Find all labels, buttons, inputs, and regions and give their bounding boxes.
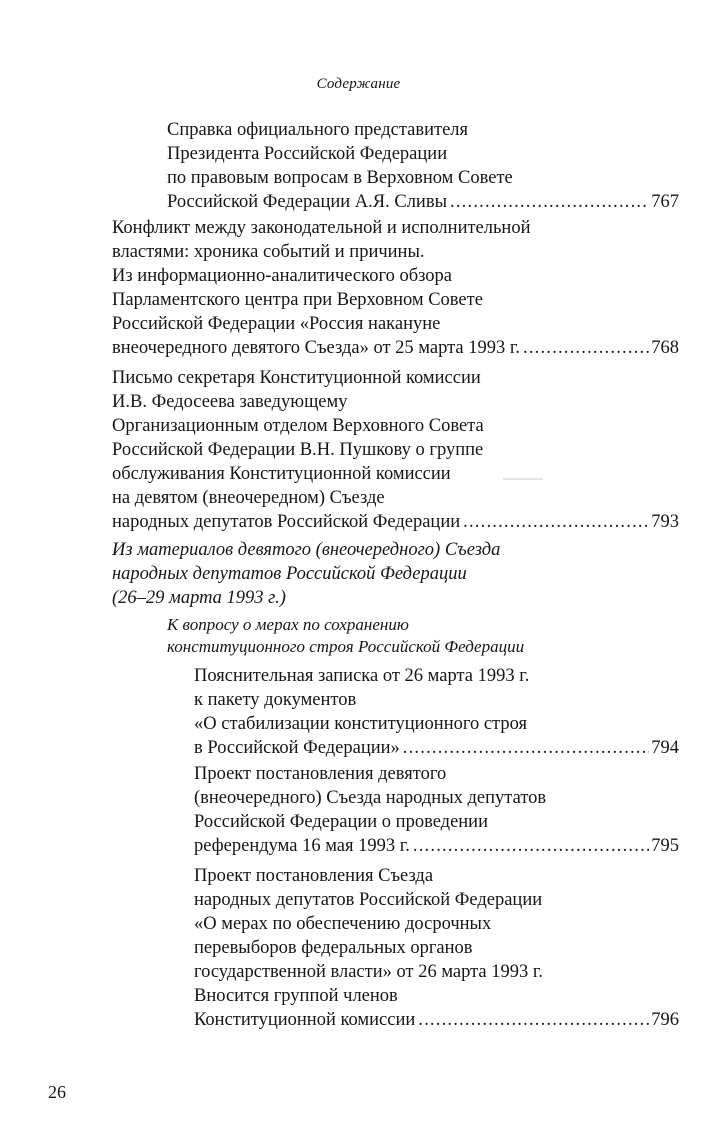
entry-line: Проект постановления Съезда xyxy=(194,866,434,886)
entry-last-line xyxy=(194,834,679,858)
entry-line: Конституционной комиссии xyxy=(194,1010,416,1030)
entry-line: Организационным отделом Верховного Совета xyxy=(112,416,484,436)
entry-page-number[interactable]: 768 xyxy=(651,338,679,358)
entry-last-line xyxy=(194,1008,679,1032)
page-number: 26 xyxy=(48,1082,66,1102)
entry-line: народных депутатов Российской Федерации xyxy=(194,890,543,910)
entry-last-line xyxy=(194,736,679,760)
entry-line: Справка официального представителя xyxy=(167,120,469,140)
entry-line: Российской Федерации А.Я. Сливы xyxy=(167,192,448,212)
toc-entry[interactable] xyxy=(112,216,679,360)
section-heading-line: (26–29 марта 1993 г.) xyxy=(112,588,286,608)
entry-line: государственной власти» от 26 марта 1993 г. xyxy=(194,962,544,982)
entry-line: перевыборов федеральных органов xyxy=(194,938,473,958)
entry-line: «О стабилизации конституционного строя xyxy=(194,714,528,734)
entry-line: властями: хроника событий и причины. xyxy=(112,242,425,262)
entry-line: Российской Федерации «Россия накануне xyxy=(112,314,441,334)
entry-last-line xyxy=(112,336,679,360)
toc-entry[interactable] xyxy=(194,664,679,760)
entry-line: Из информационно-аналитического обзора xyxy=(112,266,453,286)
scan-blemish xyxy=(503,478,543,480)
subsection-heading xyxy=(167,614,524,658)
entry-line: Проект постановления девятого xyxy=(194,764,447,784)
entry-line: Пояснительная записка от 26 марта 1993 г. xyxy=(194,666,530,686)
entry-line: референдума 16 мая 1993 г. xyxy=(194,836,410,856)
toc-entry[interactable] xyxy=(167,118,679,214)
dot-leader xyxy=(450,190,649,214)
entry-page-number[interactable]: 794 xyxy=(651,738,679,758)
toc-entry[interactable] xyxy=(194,762,679,858)
toc-entry[interactable] xyxy=(194,864,679,1032)
entry-line: в Российской Федерации» xyxy=(194,738,400,758)
entry-line: к пакету документов xyxy=(194,690,357,710)
toc-entry[interactable] xyxy=(112,366,679,534)
entry-line: И.В. Федосеева заведующему xyxy=(112,392,348,412)
subsection-heading-line: конституционного строя Российской Федерации xyxy=(167,637,525,656)
entry-page-number[interactable]: 793 xyxy=(651,512,679,532)
dot-leader xyxy=(523,336,649,360)
entry-line: Конфликт между законодательной и исполнительной xyxy=(112,218,531,238)
entry-page-number[interactable]: 795 xyxy=(651,836,679,856)
entry-line: Российской Федерации о проведении xyxy=(194,812,488,832)
entry-line: на девятом (внеочередном) Съезде xyxy=(112,488,385,508)
entry-last-line xyxy=(167,190,679,214)
entry-page-number[interactable]: 767 xyxy=(651,192,679,212)
dot-leader xyxy=(413,834,649,858)
entry-line: Письмо секретаря Конституционной комиссии xyxy=(112,368,481,388)
entry-line: Российской Федерации В.Н. Пушкову о группе xyxy=(112,440,484,460)
entry-line: Вносится группой членов xyxy=(194,986,398,1006)
entry-line: Парламентского центра при Верховном Совете xyxy=(112,290,483,310)
entry-line: «О мерах по обеспечению досрочных xyxy=(194,914,492,934)
section-heading xyxy=(112,538,500,610)
entry-line: обслуживания Конституционной комиссии xyxy=(112,464,451,484)
section-heading-line: народных депутатов Российской Федерации xyxy=(112,564,467,584)
dot-leader xyxy=(463,510,649,534)
entry-page-number[interactable]: 796 xyxy=(651,1010,679,1030)
entry-line: Президента Российской Федерации xyxy=(167,144,448,164)
dot-leader xyxy=(418,1008,649,1032)
entry-line: народных депутатов Российской Федерации xyxy=(112,512,461,532)
entry-last-line xyxy=(112,510,679,534)
subsection-heading-line: К вопросу о мерах по сохранению xyxy=(167,615,409,634)
running-head: Содержание xyxy=(316,76,401,92)
entry-line: внеочередного девятого Съезда» от 25 марта 1993 г. xyxy=(112,338,520,358)
dot-leader xyxy=(403,736,649,760)
entry-line: (внеочередного) Съезда народных депутатов xyxy=(194,788,547,808)
section-heading-line: Из материалов девятого (внеочередного) Съезда xyxy=(112,540,501,560)
entry-line: по правовым вопросам в Верховном Совете xyxy=(167,168,513,188)
